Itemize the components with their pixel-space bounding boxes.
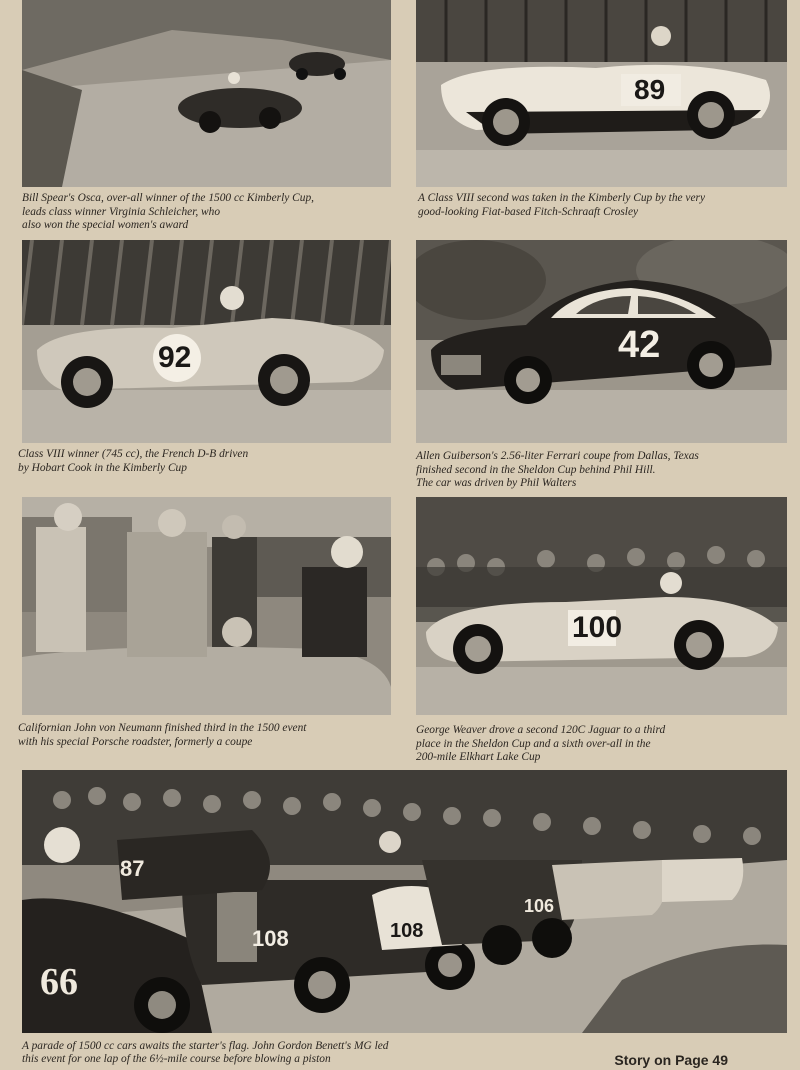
- car-number-108-side: 108: [390, 920, 424, 942]
- caption-line: by Hobart Cook in the Kimberly Cup: [18, 461, 187, 474]
- caption-line: good-looking Fiat-based Fitch-Schraaft Crosley: [418, 205, 639, 218]
- photo-parade: [22, 770, 787, 1033]
- car-number-66: 66: [40, 961, 78, 1003]
- car-number-100: 100: [572, 611, 623, 644]
- caption-jaguar: [416, 724, 665, 765]
- car-number-42: 42: [618, 324, 661, 366]
- car-number-106: 106: [524, 896, 555, 916]
- caption-db: [18, 448, 248, 475]
- car-number-108-front: 108: [252, 926, 289, 951]
- photo-crosley: [416, 0, 787, 187]
- car-number-89: 89: [634, 74, 666, 105]
- photo-jaguar: [416, 497, 787, 715]
- photo-ferrari: [416, 240, 787, 443]
- caption-line: Class VIII winner (745 cc), the French D-B driven: [18, 448, 249, 460]
- caption-line: A Class VIII second was taken in the Kimberly Cup by the very: [418, 192, 706, 204]
- caption-line: also won the special women's award: [22, 219, 189, 232]
- photo-osca: [22, 0, 391, 187]
- photo-db: [22, 240, 391, 443]
- caption-parade: [22, 1040, 389, 1066]
- caption-line: Allen Guiberson's 2.56-liter Ferrari coupe from Dallas, Texas: [416, 450, 699, 462]
- caption-line: finished second in the Sheldon Cup behind Phil Hill.: [416, 463, 656, 476]
- caption-line: this event for one lap of the 6½-mile course before blowing a piston: [22, 1053, 331, 1065]
- caption-line: Californian John von Neumann finished third in the 1500 event: [18, 722, 307, 734]
- caption-porsche: [18, 722, 306, 749]
- caption-line: The car was driven by Phil Walters: [416, 477, 577, 490]
- caption-ferrari: [416, 450, 699, 491]
- photo-porsche: [22, 497, 391, 715]
- car-number-87: 87: [120, 856, 145, 881]
- caption-line: A parade of 1500 cc cars awaits the starter's flag. John Gordon Benett's MG led: [22, 1040, 389, 1052]
- caption-line: Bill Spear's Osca, over-all winner of the 1500 cc Kimberly Cup,: [22, 192, 314, 204]
- story-page-reference[interactable]: Story on Page 49: [614, 1052, 728, 1068]
- caption-line: George Weaver drove a second 120C Jaguar to a third: [416, 724, 666, 736]
- car-number-92: 92: [158, 341, 192, 374]
- caption-line: place in the Sheldon Cup and a sixth over-all in the: [416, 737, 651, 750]
- caption-line: with his special Porsche roadster, formerly a coupe: [18, 735, 253, 748]
- caption-line: leads class winner Virginia Schleicher, who: [22, 205, 221, 218]
- caption-line: 200-mile Elkhart Lake Cup: [416, 751, 541, 764]
- caption-crosley: [418, 192, 705, 219]
- caption-osca: [22, 192, 314, 233]
